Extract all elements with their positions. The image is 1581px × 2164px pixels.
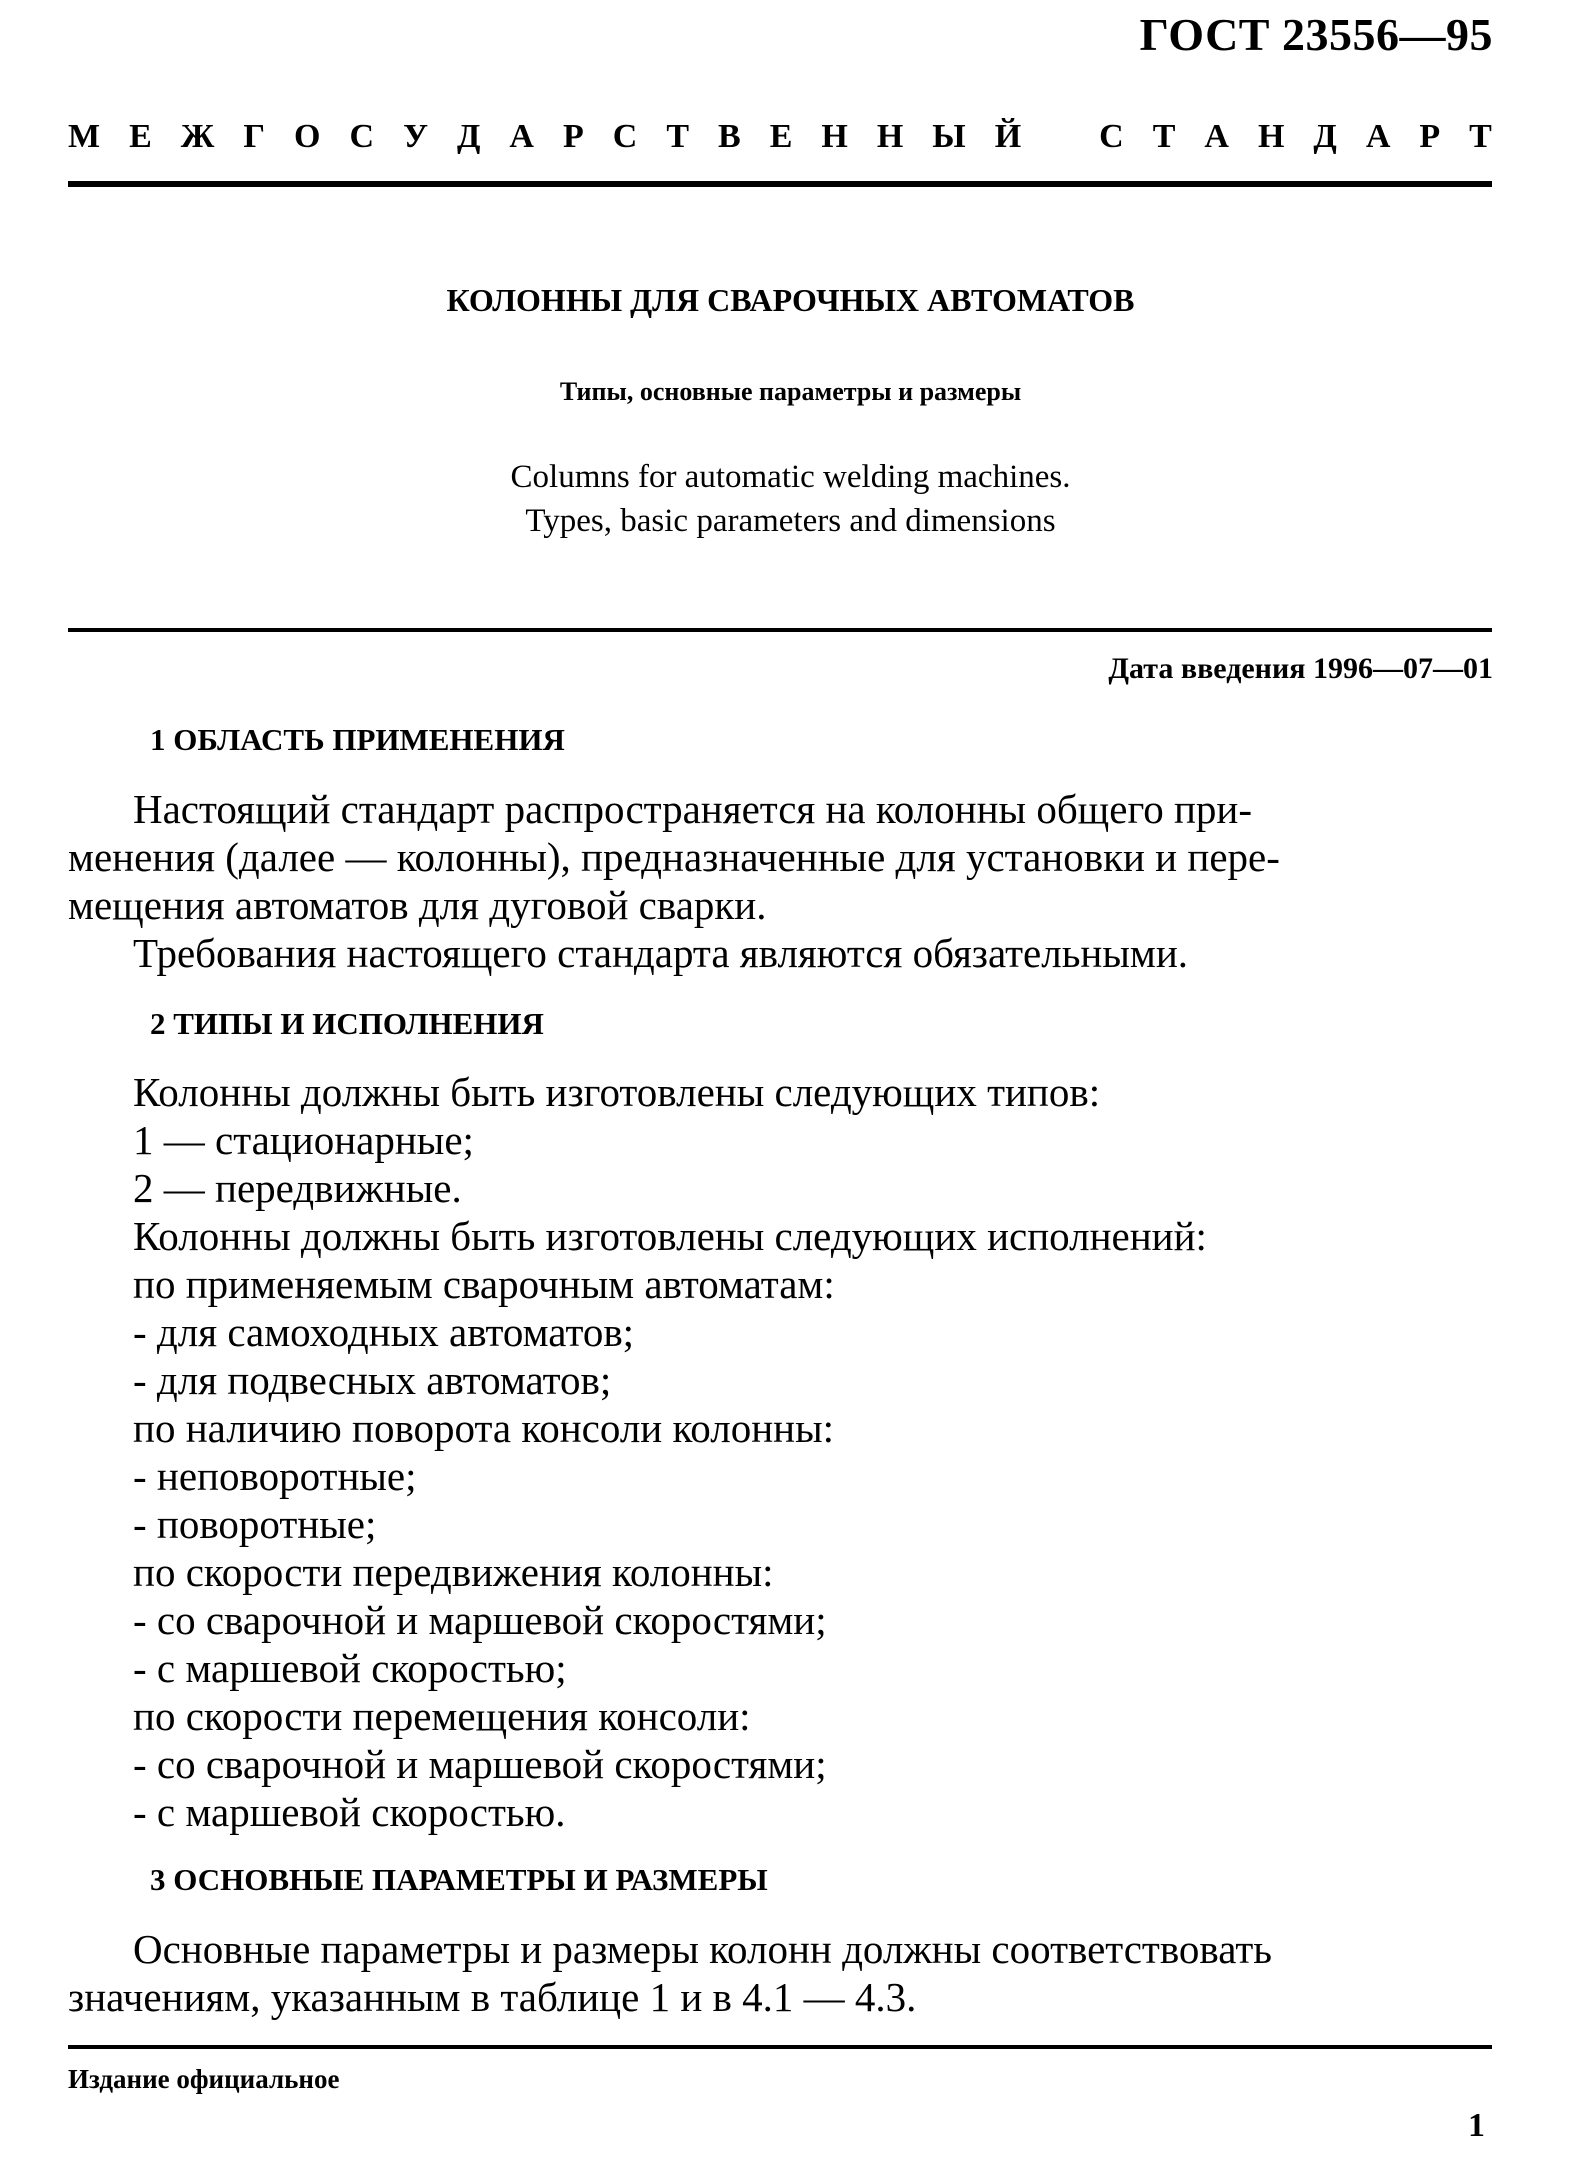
section-2-line: - с маршевой скоростью; [133, 1645, 567, 1691]
banner-letter: А [1204, 118, 1229, 155]
banner-letter: О [294, 118, 321, 155]
section-2-line: - неповоротные; [133, 1453, 417, 1499]
interstate-standard-banner [68, 118, 1492, 156]
banner-letter: Н [876, 118, 904, 155]
banner-letter: Р [1419, 118, 1441, 155]
section-2-heading: 2 ТИПЫ И ИСПОЛНЕНИЯ [150, 1006, 544, 1041]
document-title: КОЛОННЫ ДЛЯ СВАРОЧНЫХ АВТОМАТОВ [446, 282, 1135, 318]
section-1-heading: 1 ОБЛАСТЬ ПРИМЕНЕНИЯ [150, 722, 565, 757]
section-2-line: по наличию поворота консоли колонны: [133, 1405, 835, 1451]
section-1-paragraph-line-3: мещения автоматов для дуговой сварки. [68, 882, 767, 928]
section-2-line: по применяемым сварочным автоматам: [133, 1261, 835, 1307]
banner-letter: Ж [180, 118, 215, 155]
banner-letter: Й [994, 118, 1022, 155]
section-2-line: по скорости передвижения колонны: [133, 1549, 774, 1595]
section-2-line: - с маршевой скоростью. [133, 1789, 566, 1835]
title-rule [68, 628, 1492, 632]
section-2-line: - поворотные; [133, 1501, 377, 1547]
edition-label: Издание официальное [68, 2064, 340, 2094]
section-3-paragraph-line-1: Основные параметры и размеры колонн должны соответствовать [133, 1926, 1272, 1972]
english-title [0, 455, 1581, 543]
footer-rule [68, 2045, 1492, 2049]
section-1-paragraph-line-2: менения (далее — колонны), предназначенные для установки и пере- [68, 834, 1280, 880]
section-2-line: - для подвесных автоматов; [133, 1357, 612, 1403]
banner-letter: А [509, 118, 534, 155]
banner-letter: Т [1152, 118, 1176, 155]
english-title-line-1: Columns for automatic welding machines. [510, 459, 1071, 495]
section-2-line: Колонны должны быть изготовлены следующих исполнений: [133, 1213, 1207, 1259]
banner-letter: С [349, 118, 375, 155]
banner-letter: М [68, 118, 101, 155]
banner-letter: Н [821, 118, 848, 155]
section-2-line: Колонны должны быть изготовлены следующих типов: [133, 1069, 1101, 1115]
banner-letter: Ы [932, 118, 966, 155]
banner-letter [1050, 118, 1070, 156]
section-2-line: - со сварочной и маршевой скоростями; [133, 1597, 827, 1643]
banner-letter: С [612, 118, 638, 155]
section-1-body [68, 785, 1492, 977]
banner-letter: В [718, 118, 741, 155]
section-3-paragraph-line-2: значениям, указанным в таблице 1 и в 4.1 — 4.3. [68, 1974, 917, 2020]
section-3-heading: 3 ОСНОВНЫЕ ПАРАМЕТРЫ И РАЗМЕРЫ [150, 1862, 768, 1897]
english-title-line-2: Types, basic parameters and dimensions [525, 503, 1056, 539]
section-1-paragraph-line-1: Настоящий стандарт распространяется на колонны общего при- [133, 786, 1253, 832]
section-3-body [68, 1925, 1492, 2021]
section-2-line: по скорости перемещения консоли: [133, 1693, 751, 1739]
banner-letter: Д [457, 118, 481, 155]
section-1-paragraph-2: Требования настоящего стандарта являются обязательными. [133, 930, 1189, 976]
banner-letter: Д [1313, 118, 1337, 155]
document-subtitle: Типы, основные параметры и размеры [559, 377, 1022, 406]
section-2-line: 1 — стационарные; [133, 1117, 474, 1163]
banner-letter: А [1365, 118, 1391, 155]
banner-letter: С [1099, 118, 1124, 155]
banner-letter: Г [243, 118, 266, 155]
page-number: 1 [1468, 2107, 1485, 2144]
banner-letter: Е [129, 118, 152, 155]
section-2-line: 2 — передвижные. [133, 1165, 462, 1211]
introduction-date: Дата введения 1996—07—01 [1108, 652, 1493, 685]
banner-letter: Р [562, 118, 584, 155]
banner-letter: Т [1469, 118, 1492, 155]
document-number: ГОСТ 23556—95 [1139, 9, 1493, 60]
header-rule [68, 181, 1492, 187]
banner-letter: У [403, 118, 429, 155]
section-2-line: - для самоходных автоматов; [133, 1309, 635, 1355]
section-2-body [68, 1068, 1492, 1836]
section-2-line: - со сварочной и маршевой скоростями; [133, 1741, 827, 1787]
banner-letter: Т [666, 118, 690, 155]
banner-letter: Н [1257, 118, 1285, 155]
banner-letter: Е [769, 118, 793, 155]
